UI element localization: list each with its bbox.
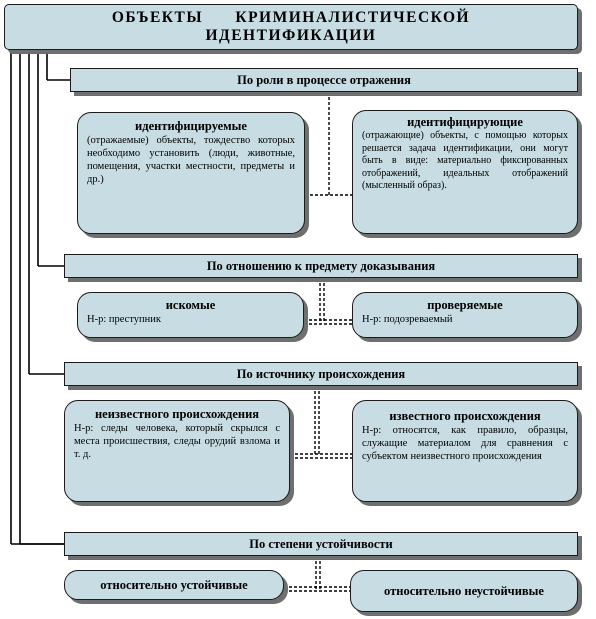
- category-relation-to-proof: По отношению к предмету доказывания: [64, 254, 578, 278]
- leaf-heading: известного происхождения: [389, 409, 541, 423]
- leaf-body: (отражающие) объекты, с помощью которых решается задача идентификации, они могут быть в виде: материально фиксированных отображений, идеальных отображений (мысленный образ).: [362, 130, 568, 191]
- category-source-of-origin: По источнику происхождения: [64, 362, 578, 386]
- leaf-heading: неизвестного происхождения: [94, 407, 260, 421]
- leaf-identifying: [352, 110, 578, 234]
- category-stability: По степени устойчивости: [64, 532, 578, 556]
- leaf-identifiable: [77, 112, 305, 234]
- title-line-2: ИДЕНТИФИКАЦИИ: [205, 27, 377, 44]
- leaf-verified: [352, 292, 578, 338]
- leaf-body: Н-р: относятся, как правило, образцы, служащие материалом для сравнения с субъектом неизвестного происхождения: [362, 425, 568, 462]
- leaf-heading: искомые: [165, 298, 216, 312]
- leaf-known-origin: [352, 400, 578, 502]
- leaf-body: (отражаемые) объекты, тождество которых необходимо установить (люди, животные, помещения, участки местности, предметы и др.): [87, 135, 295, 185]
- leaf-unknown-origin: [64, 400, 290, 502]
- leaf-heading: идентифицируемые: [135, 119, 247, 133]
- leaf-body: Н-р: следы человека, который скрылся с места происшествия, следы орудий взлома и т. д.: [74, 423, 280, 460]
- leaf-body: Н-р: преступник: [87, 314, 161, 325]
- leaf-body: Н-р: подозреваемый: [362, 314, 453, 325]
- category-role-in-reflection: По роли в процессе отражения: [70, 68, 578, 92]
- diagram-title: [4, 4, 578, 50]
- leaf-relatively-stable: относительно устойчивые: [64, 570, 284, 600]
- leaf-heading: идентифицирующие: [407, 115, 523, 129]
- leaf-relatively-unstable: относительно неустойчивые: [350, 570, 578, 612]
- leaf-sought: [77, 292, 304, 338]
- leaf-heading: проверяемые: [427, 298, 503, 312]
- title-line-1: ОБЪЕКТЫ КРИМИНАЛИСТИЧЕСКОЙ: [111, 9, 471, 26]
